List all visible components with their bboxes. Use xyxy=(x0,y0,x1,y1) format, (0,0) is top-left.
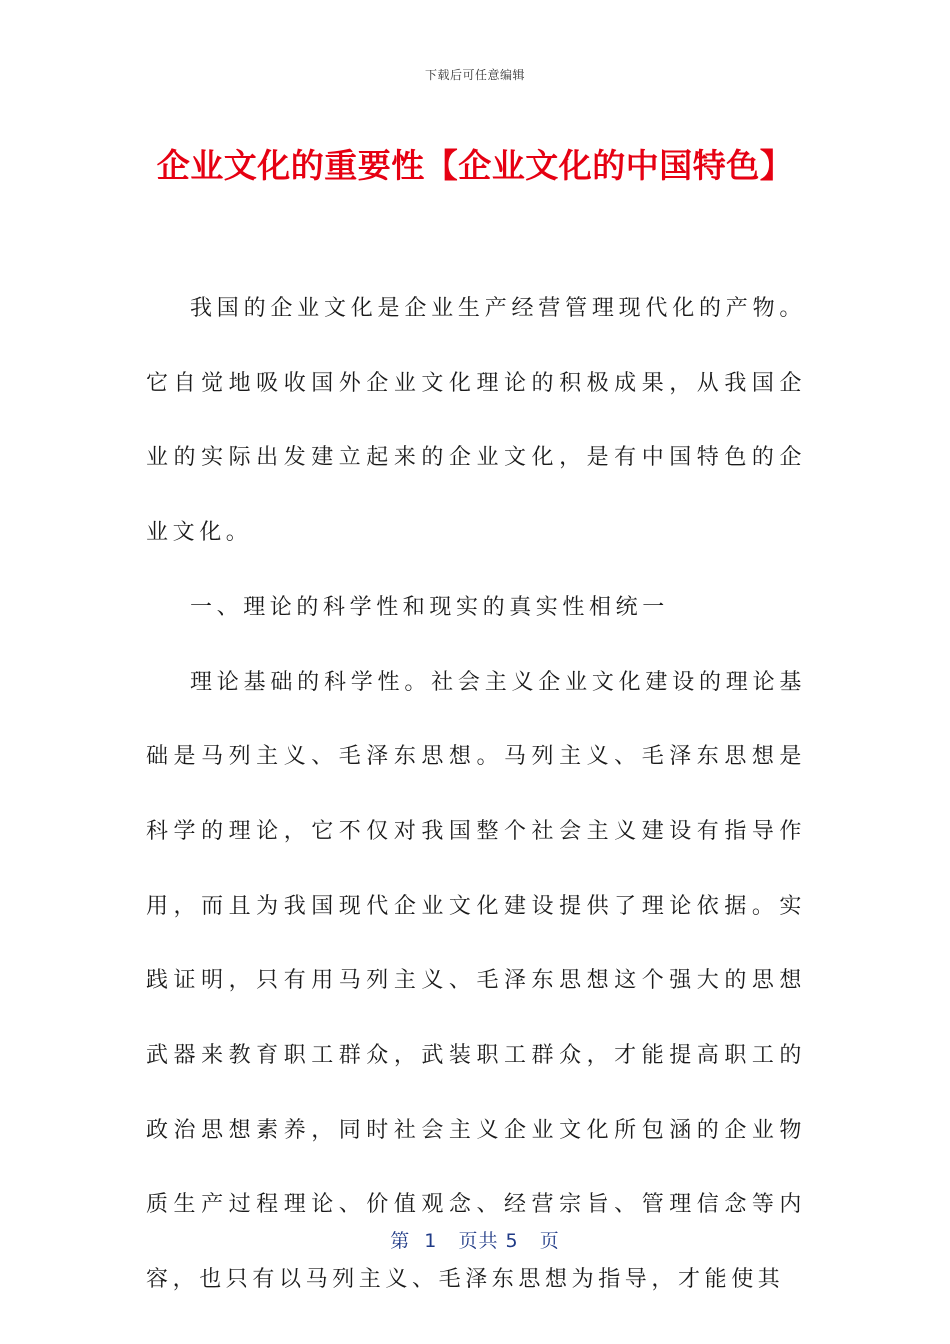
paragraph-intro: 我国的企业文化是企业生产经营管理现代化的产物。它自觉地吸收国外企业文化理论的积极成果，从我国企业的实际出发建立起来的企业文化，是有中国特色的企业文化。 xyxy=(146,296,806,546)
document-body xyxy=(146,272,806,1318)
page-number-footer: 第 1 页共 5 页 xyxy=(390,1230,560,1252)
section-heading: 一、理论的科学性和现实的真实性相统一 xyxy=(190,594,669,620)
paragraph-theory: 理论基础的科学性。社会主义企业文化建设的理论基础是马列主义、毛泽东思想。马列主义、毛泽东思想是科学的理论，它不仅对我国整个社会主义建设有指导作用，而且为我国现代企业文化建设提供了理论依据。实践证明，只有用马列主义、毛泽东思想这个强大的思想武器来教育职工群众，武装职工群众，才能提高职工的政治思想素养，同时社会主义企业文化所包涵的企业物质生产过程理论、价值观念、经营宗旨、管理信念等内容，也只有以马列主义、毛泽东思想为指导，才能使其 xyxy=(146,669,806,1293)
header-note: 下载后可任意编辑 xyxy=(424,68,525,82)
document-title: 企业文化的重要性【企业文化的中国特色】 xyxy=(156,146,794,185)
